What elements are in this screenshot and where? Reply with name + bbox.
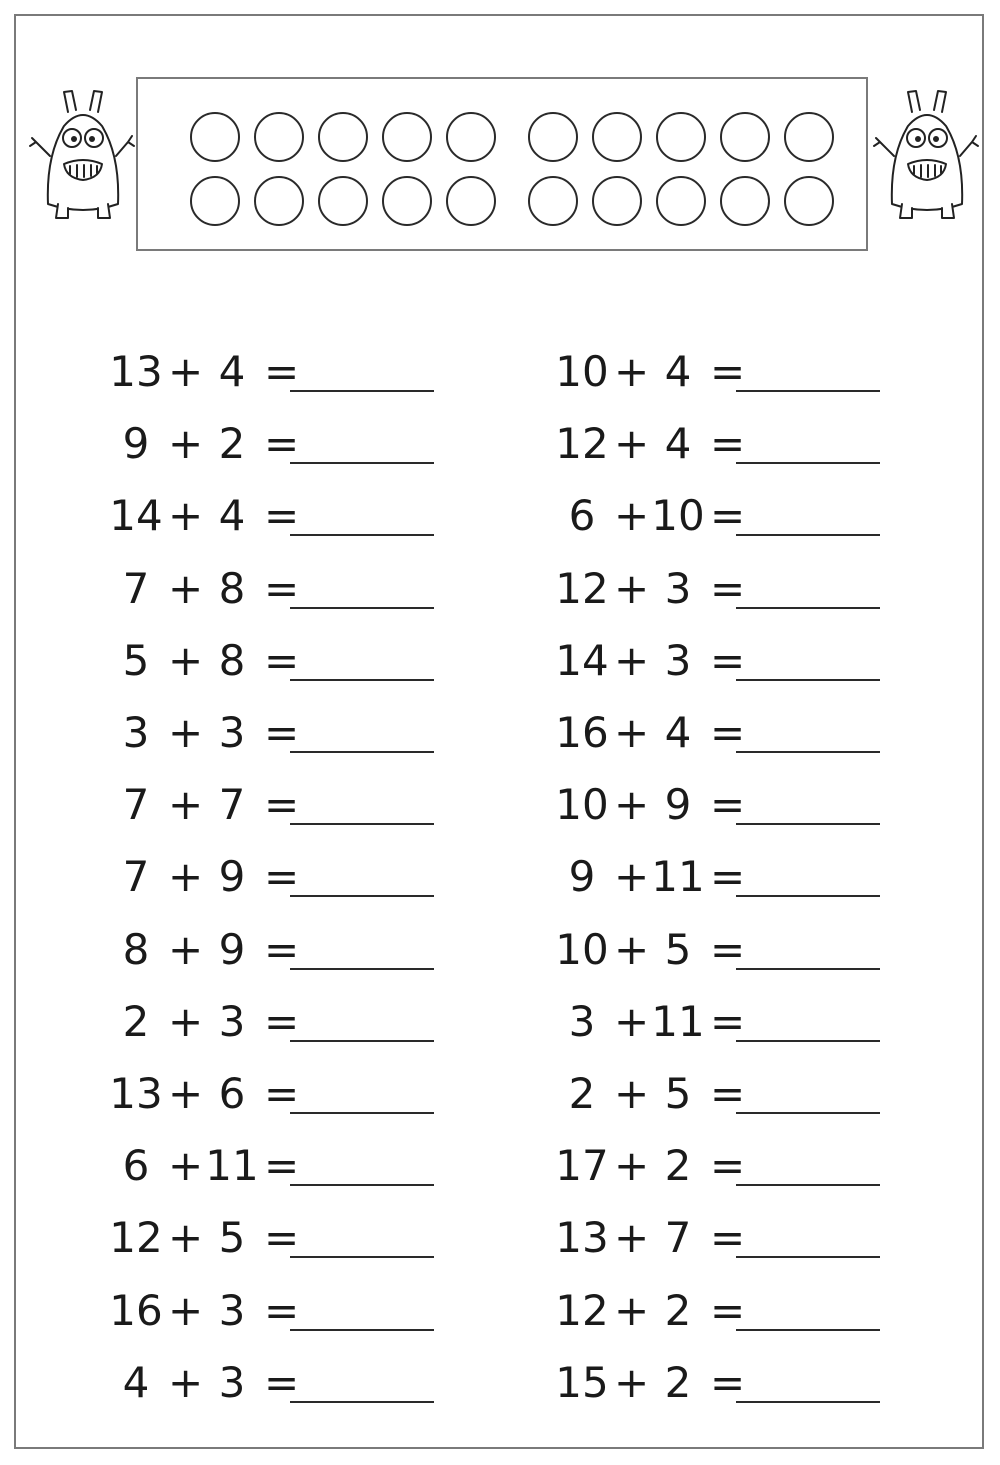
first-addend: 7 (122, 563, 150, 613)
answer-blank[interactable] (736, 895, 880, 897)
answer-blank[interactable] (736, 1329, 880, 1331)
math-problem (550, 703, 910, 763)
math-problem (104, 775, 464, 835)
monster-icon (28, 86, 138, 226)
first-addend: 2 (122, 996, 150, 1046)
second-addend: 2 (664, 1141, 692, 1191)
second-addend: 11 (205, 1141, 259, 1191)
math-problem (104, 847, 464, 907)
equals-sign: = (264, 996, 300, 1046)
counting-dot (656, 112, 706, 162)
first-addend: 14 (109, 491, 163, 541)
second-addend: 3 (218, 1357, 246, 1407)
second-addend: 6 (218, 1069, 246, 1118)
plus-sign: + (168, 347, 204, 396)
equals-sign: = (264, 1357, 300, 1407)
counting-dot (528, 112, 578, 162)
second-addend: 4 (218, 491, 246, 541)
math-problem (104, 559, 464, 619)
plus-sign: + (614, 635, 650, 685)
plus-sign: + (168, 780, 204, 830)
equals-sign: = (710, 1285, 746, 1335)
plus-sign: + (614, 1069, 650, 1118)
equals-sign: = (264, 1213, 300, 1263)
equals-sign: = (710, 347, 746, 396)
plus-sign: + (614, 1141, 650, 1191)
answer-blank[interactable] (736, 679, 880, 681)
second-addend: 8 (218, 635, 246, 685)
second-addend: 7 (664, 1213, 692, 1263)
equals-sign: = (264, 852, 300, 902)
counting-dot (446, 112, 496, 162)
plus-sign: + (614, 1357, 650, 1407)
plus-sign: + (614, 1285, 650, 1335)
equals-sign: = (264, 491, 300, 541)
first-addend: 7 (122, 852, 150, 902)
math-problem (104, 992, 464, 1052)
answer-blank[interactable] (290, 1112, 434, 1114)
math-problem (104, 703, 464, 763)
equals-sign: = (710, 1069, 746, 1118)
first-addend: 9 (568, 852, 596, 902)
first-addend: 5 (122, 635, 150, 685)
answer-blank[interactable] (290, 1256, 434, 1258)
counting-dot (446, 176, 496, 226)
counting-dot (254, 112, 304, 162)
answer-blank[interactable] (290, 462, 434, 464)
math-problem (104, 631, 464, 691)
math-problem (550, 775, 910, 835)
first-addend: 10 (555, 347, 609, 396)
math-problem (550, 992, 910, 1052)
equals-sign: = (264, 1285, 300, 1335)
first-addend: 6 (568, 491, 596, 541)
first-addend: 14 (555, 635, 609, 685)
first-addend: 13 (109, 1069, 163, 1118)
first-addend: 15 (555, 1357, 609, 1407)
math-problem (550, 631, 910, 691)
equals-sign: = (710, 1141, 746, 1191)
second-addend: 2 (664, 1357, 692, 1407)
first-addend: 12 (555, 419, 609, 469)
math-problem (550, 1136, 910, 1196)
answer-blank[interactable] (290, 895, 434, 897)
math-problem (104, 920, 464, 980)
second-addend: 4 (664, 419, 692, 469)
answer-blank[interactable] (290, 390, 434, 392)
plus-sign: + (168, 852, 204, 902)
counting-dots-box (136, 77, 868, 251)
plus-sign: + (614, 491, 650, 541)
first-addend: 17 (555, 1141, 609, 1191)
plus-sign: + (168, 1069, 204, 1118)
plus-sign: + (614, 347, 650, 396)
plus-sign: + (614, 708, 650, 757)
second-addend: 8 (218, 563, 246, 613)
second-addend: 5 (218, 1213, 246, 1263)
counting-dot (592, 112, 642, 162)
first-addend: 3 (568, 996, 596, 1046)
equals-sign: = (710, 924, 746, 974)
second-addend: 10 (651, 491, 705, 541)
math-problem (104, 1136, 464, 1196)
first-addend: 10 (555, 924, 609, 974)
first-addend: 6 (122, 1141, 150, 1191)
plus-sign: + (168, 419, 204, 469)
counting-dot (784, 112, 834, 162)
math-problem (550, 1208, 910, 1268)
equals-sign: = (264, 635, 300, 685)
plus-sign: + (614, 996, 650, 1046)
monster-icon (872, 86, 982, 226)
plus-sign: + (168, 635, 204, 685)
first-addend: 9 (122, 419, 150, 469)
equals-sign: = (264, 419, 300, 469)
answer-blank[interactable] (736, 390, 880, 392)
counting-dot (784, 176, 834, 226)
equals-sign: = (710, 708, 746, 757)
plus-sign: + (168, 1357, 204, 1407)
plus-sign: + (168, 491, 204, 541)
equals-sign: = (264, 1069, 300, 1118)
plus-sign: + (168, 1285, 204, 1335)
math-problem (550, 559, 910, 619)
equals-sign: = (264, 347, 300, 396)
math-problem (550, 1064, 910, 1124)
first-addend: 2 (568, 1069, 596, 1118)
first-addend: 4 (122, 1357, 150, 1407)
second-addend: 9 (218, 852, 246, 902)
answer-blank[interactable] (736, 1184, 880, 1186)
equals-sign: = (710, 852, 746, 902)
plus-sign: + (168, 1213, 204, 1263)
math-problem (550, 414, 910, 474)
equals-sign: = (710, 635, 746, 685)
answer-blank[interactable] (290, 1040, 434, 1042)
equals-sign: = (264, 780, 300, 830)
second-addend: 2 (664, 1285, 692, 1335)
answer-blank[interactable] (290, 968, 434, 970)
answer-blank[interactable] (736, 1401, 880, 1403)
first-addend: 8 (122, 924, 150, 974)
second-addend: 11 (651, 852, 705, 902)
second-addend: 4 (218, 347, 246, 396)
answer-blank[interactable] (290, 1184, 434, 1186)
equals-sign: = (264, 708, 300, 757)
second-addend: 9 (218, 924, 246, 974)
second-addend: 3 (664, 635, 692, 685)
answer-blank[interactable] (290, 1401, 434, 1403)
math-problem (104, 1064, 464, 1124)
answer-blank[interactable] (290, 534, 434, 536)
counting-dot (190, 176, 240, 226)
plus-sign: + (614, 924, 650, 974)
answer-blank[interactable] (290, 751, 434, 753)
counting-dot (318, 112, 368, 162)
equals-sign: = (710, 996, 746, 1046)
plus-sign: + (614, 1213, 650, 1263)
first-addend: 16 (555, 708, 609, 757)
math-problem (104, 342, 464, 402)
answer-blank[interactable] (290, 679, 434, 681)
counting-dot (318, 176, 368, 226)
answer-blank[interactable] (736, 607, 880, 609)
first-addend: 12 (555, 1285, 609, 1335)
first-addend: 13 (555, 1213, 609, 1263)
first-addend: 13 (109, 347, 163, 396)
second-addend: 3 (218, 708, 246, 757)
math-problem (550, 486, 910, 546)
answer-blank[interactable] (736, 751, 880, 753)
answer-blank[interactable] (736, 968, 880, 970)
plus-sign: + (614, 419, 650, 469)
counting-dot (382, 112, 432, 162)
counting-dot (190, 112, 240, 162)
equals-sign: = (710, 1357, 746, 1407)
first-addend: 12 (555, 563, 609, 613)
first-addend: 7 (122, 780, 150, 830)
plus-sign: + (168, 708, 204, 757)
math-problem (550, 1353, 910, 1413)
math-problem (104, 1353, 464, 1413)
equals-sign: = (710, 419, 746, 469)
answer-blank[interactable] (736, 1040, 880, 1042)
answer-blank[interactable] (736, 534, 880, 536)
second-addend: 3 (218, 996, 246, 1046)
second-addend: 2 (218, 419, 246, 469)
counting-dot (720, 176, 770, 226)
plus-sign: + (614, 780, 650, 830)
math-problem (104, 1208, 464, 1268)
second-addend: 4 (664, 347, 692, 396)
second-addend: 7 (218, 780, 246, 830)
math-problem (550, 847, 910, 907)
answer-blank[interactable] (736, 1256, 880, 1258)
answer-blank[interactable] (290, 1329, 434, 1331)
second-addend: 9 (664, 780, 692, 830)
plus-sign: + (614, 563, 650, 613)
second-addend: 5 (664, 924, 692, 974)
equals-sign: = (710, 780, 746, 830)
first-addend: 10 (555, 780, 609, 830)
first-addend: 3 (122, 708, 150, 757)
counting-dot (382, 176, 432, 226)
math-problem (550, 920, 910, 980)
equals-sign: = (264, 924, 300, 974)
answer-blank[interactable] (736, 1112, 880, 1114)
counting-dot (254, 176, 304, 226)
math-problem (550, 342, 910, 402)
counting-dot (656, 176, 706, 226)
equals-sign: = (264, 563, 300, 613)
equals-sign: = (710, 563, 746, 613)
second-addend: 3 (218, 1285, 246, 1335)
plus-sign: + (168, 1141, 204, 1191)
equals-sign: = (710, 491, 746, 541)
equals-sign: = (264, 1141, 300, 1191)
counting-dot (720, 112, 770, 162)
math-problem (104, 414, 464, 474)
answer-blank[interactable] (290, 823, 434, 825)
first-addend: 16 (109, 1285, 163, 1335)
plus-sign: + (168, 996, 204, 1046)
plus-sign: + (168, 563, 204, 613)
second-addend: 4 (664, 708, 692, 757)
plus-sign: + (614, 852, 650, 902)
answer-blank[interactable] (290, 607, 434, 609)
answer-blank[interactable] (736, 823, 880, 825)
second-addend: 3 (664, 563, 692, 613)
first-addend: 12 (109, 1213, 163, 1263)
math-problem (104, 1281, 464, 1341)
plus-sign: + (168, 924, 204, 974)
answer-blank[interactable] (736, 462, 880, 464)
second-addend: 5 (664, 1069, 692, 1118)
counting-dot (592, 176, 642, 226)
math-problem (104, 486, 464, 546)
math-problem (550, 1281, 910, 1341)
second-addend: 11 (651, 996, 705, 1046)
counting-dot (528, 176, 578, 226)
equals-sign: = (710, 1213, 746, 1263)
